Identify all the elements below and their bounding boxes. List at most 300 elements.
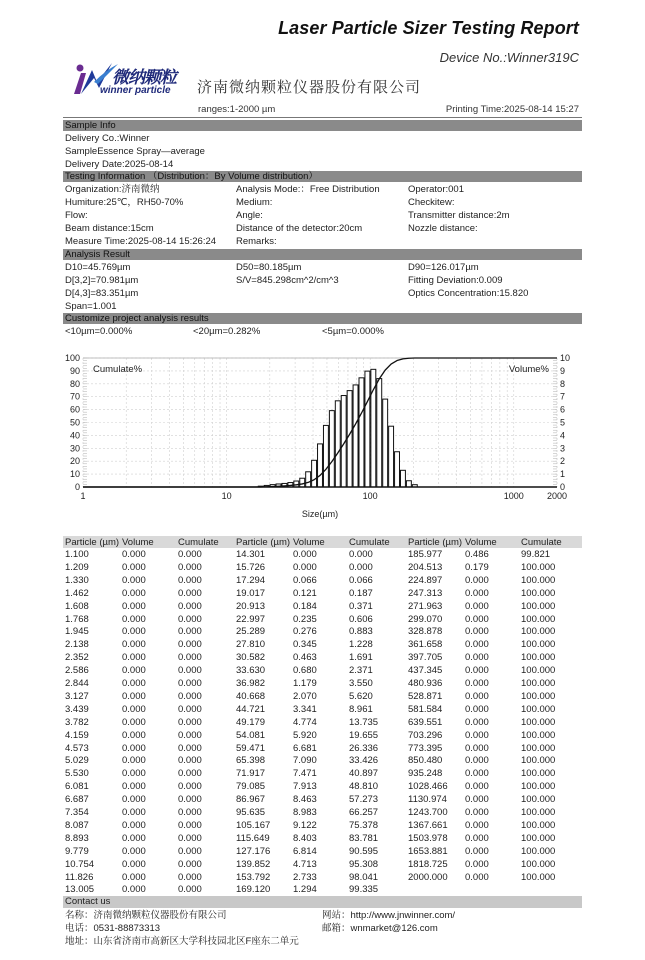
cell-volume: 1.179 [293,678,317,689]
cell-volume: 0.000 [293,561,317,573]
cell-particle: 9.779 [65,845,89,857]
cell-cumulate: 33.426 [349,755,379,767]
cell-volume: 4.713 [293,858,317,870]
report-title: Laser Particle Sizer Testing Report [278,18,579,38]
svg-text:7: 7 [560,391,566,402]
cell-volume: 0.000 [122,832,146,844]
cell-particle: 1.945 [65,626,89,638]
device-number: Device No.:Winner319C [439,50,579,65]
svg-text:1000: 1000 [503,491,524,501]
svg-text:10: 10 [560,353,571,363]
svg-text:Size(µm): Size(µm) [301,509,339,519]
header-cumulate: Cumulate [178,537,219,548]
cell-volume: 0.000 [465,716,489,728]
svg-text:90: 90 [69,365,80,376]
cell-particle: 247.313 [408,587,443,599]
cell-volume: 0.000 [122,884,146,896]
d43-value: D[4,3]=83.351µm [65,288,139,299]
cell-volume: 0.000 [122,755,146,767]
cell-volume: 0.000 [122,678,146,689]
cell-particle: 204.513 [408,561,443,573]
measure-time: Measure Time:2025-08-14 15:26:24 [65,236,217,247]
cell-cumulate: 40.897 [349,768,379,780]
cell-cumulate: 100.000 [521,768,556,780]
cell-particle: 95.635 [236,807,266,818]
cell-volume: 0.000 [122,549,146,560]
cell-cumulate: 75.378 [349,819,379,831]
cell-cumulate: 0.000 [349,549,373,560]
cell-cumulate: 100.000 [521,678,556,689]
cell-cumulate: 100.000 [521,755,556,767]
cell-particle: 224.897 [408,574,443,586]
cell-volume: 0.000 [465,871,489,883]
cell-particle: 20.913 [236,600,266,612]
contact-phone: 电话：0531-88873313 [65,923,161,934]
cell-volume: 0.000 [465,845,489,857]
cell-cumulate: 2.371 [349,665,373,677]
cell-particle: 6.081 [65,781,89,793]
span-value: Span=1.001 [65,301,117,312]
svg-text:50: 50 [69,417,80,428]
cell-cumulate: 1.691 [349,652,373,664]
svg-text:100: 100 [362,491,378,501]
cell-particle: 2.844 [65,678,89,689]
contact-email[interactable]: 邮箱：wnmarket@126.com [322,923,438,934]
cell-volume: 0.000 [122,690,146,702]
cell-particle: 169.120 [236,884,271,896]
svg-text:2: 2 [560,456,566,467]
cell-volume: 0.000 [122,626,146,638]
cell-volume: 0.000 [122,652,146,664]
cell-cumulate: 100.000 [521,561,556,573]
cell-volume: 0.066 [293,574,317,586]
cell-volume: 0.000 [122,574,146,586]
cell-particle: 581.584 [408,703,443,715]
cell-volume: 0.184 [293,600,317,612]
cell-particle: 328.878 [408,626,443,638]
measurement-range: ranges:1-2000 µm [198,104,276,115]
svg-text:4: 4 [560,430,566,441]
cell-volume: 9.122 [293,819,317,831]
cell-particle: 14.301 [236,549,266,560]
svg-text:30: 30 [69,443,80,454]
cell-volume: 0.000 [465,587,489,599]
cell-volume: 8.463 [293,794,317,806]
cell-particle: 15.726 [236,561,266,573]
cell-particle: 1.100 [65,549,89,560]
cell-particle: 1028.466 [408,781,448,793]
cell-volume: 0.000 [122,600,146,612]
cell-particle: 115.649 [236,832,270,844]
cell-particle: 2000.000 [408,871,448,883]
cell-cumulate: 0.000 [178,845,202,857]
cell-volume: 0.000 [465,832,489,844]
cell-volume: 0.276 [293,626,317,638]
contact-website[interactable]: 网站：http://www.jnwinner.com/ [322,910,456,921]
cell-volume: 0.000 [122,807,146,818]
cell-cumulate: 0.000 [178,729,202,741]
cell-cumulate: 0.000 [178,665,202,677]
cell-particle: 3.439 [65,703,89,715]
cell-volume: 0.000 [293,549,317,560]
cell-particle: 13.005 [65,884,95,896]
cell-volume: 7.913 [293,781,317,793]
cell-cumulate: 100.000 [521,794,556,806]
cell-volume: 7.090 [293,755,317,767]
cell-cumulate: 0.000 [178,613,202,625]
cell-volume: 0.000 [122,587,146,599]
cell-particle: 1243.700 [408,807,448,818]
cell-particle: 36.982 [236,678,266,689]
svg-text:8: 8 [560,378,566,389]
cell-cumulate: 0.000 [178,549,202,560]
section-analysis-result: Analysis Result [63,249,582,260]
cell-cumulate: 100.000 [521,639,556,651]
svg-text:70: 70 [69,391,80,402]
svg-text:1: 1 [560,469,566,480]
cell-particle: 639.551 [408,716,443,728]
cell-cumulate: 100.000 [521,600,556,612]
cell-volume: 5.920 [293,729,317,741]
cell-cumulate: 48.810 [349,781,379,793]
svg-text:0: 0 [74,482,80,492]
cell-particle: 185.977 [408,549,443,560]
cell-cumulate: 0.000 [178,858,202,870]
header-cumulate: Cumulate [349,537,390,548]
cell-volume: 0.000 [122,871,146,883]
svg-text:20: 20 [69,456,80,467]
nozzle-distance: Nozzle distance: [408,223,478,234]
cell-volume: 0.000 [122,858,146,870]
cell-cumulate: 0.000 [178,742,202,754]
cell-cumulate: 0.000 [178,600,202,612]
cell-volume: 0.179 [465,561,489,573]
cell-cumulate: 0.000 [178,755,202,767]
cell-particle: 44.721 [236,703,266,715]
svg-text:2000: 2000 [546,491,568,501]
svg-text:5: 5 [560,417,566,428]
section-sample-info: Sample Info [63,120,582,131]
cell-volume: 0.000 [465,794,489,806]
operator: Operator:001 [408,184,464,195]
cell-particle: 153.792 [236,871,271,883]
cell-cumulate: 99.335 [349,884,379,896]
cell-volume: 0.463 [293,652,317,664]
cell-cumulate: 13.735 [349,716,379,728]
cell-particle: 8.893 [65,832,89,844]
cell-particle: 27.810 [236,639,266,651]
cell-cumulate: 0.000 [178,690,202,702]
cell-particle: 271.963 [408,600,443,612]
cell-volume: 0.000 [465,613,489,625]
cell-cumulate: 0.371 [349,600,373,612]
cell-particle: 54.081 [236,729,266,741]
cell-cumulate: 0.000 [178,703,202,715]
cell-particle: 1.209 [65,561,89,573]
d10-value: D10=45.769µm [65,262,131,273]
angle: Angle: [236,210,263,221]
cell-volume: 0.000 [122,742,146,754]
cell-particle: 4.573 [65,742,89,754]
cell-particle: 528.871 [408,690,443,702]
custom-result-lt10: <10µm=0.000% [65,326,133,337]
cell-cumulate: 100.000 [521,729,556,741]
cell-particle: 437.345 [408,665,443,677]
transmitter-distance: Transmitter distance:2m [408,210,510,221]
header-particle: Particle (µm) [65,537,120,548]
cell-cumulate: 0.606 [349,613,373,625]
medium: Medium: [236,197,273,208]
cell-particle: 2.586 [65,665,89,677]
cell-volume: 6.681 [293,742,317,754]
cell-volume: 0.000 [465,819,489,831]
distribution-chart-svg [55,348,600,523]
cell-cumulate: 100.000 [521,626,556,638]
cell-volume: 0.000 [465,626,489,638]
fitting-deviation: Fitting Deviation:0.009 [408,275,503,286]
cell-cumulate: 0.000 [178,678,202,689]
cell-volume: 0.000 [465,652,489,664]
cell-particle: 1.462 [65,587,89,599]
cell-cumulate: 0.187 [349,587,373,599]
cell-volume: 0.680 [293,665,317,677]
cell-particle: 17.294 [236,574,266,586]
svg-text:10: 10 [221,491,232,501]
cell-cumulate: 99.821 [521,549,551,560]
cell-cumulate: 100.000 [521,587,556,599]
svg-text:Volume%: Volume% [508,364,549,375]
cell-volume: 0.000 [122,781,146,793]
cell-volume: 1.294 [293,884,317,896]
cell-particle: 480.936 [408,678,443,689]
cell-cumulate: 0.000 [349,561,373,573]
cell-cumulate: 57.273 [349,794,379,806]
checkitew: Checkitew: [408,197,455,208]
cell-particle: 1503.978 [408,832,448,844]
cell-volume: 0.000 [465,807,489,818]
d90-value: D90=126.017µm [408,262,479,273]
cell-cumulate: 0.000 [178,794,202,806]
cell-volume: 6.814 [293,845,317,857]
cell-volume: 0.000 [465,703,489,715]
cell-particle: 49.179 [236,716,266,728]
cell-volume: 0.000 [122,794,146,806]
logo-cn-text: 微纳颗粒 [112,68,176,87]
cell-cumulate: 100.000 [521,665,556,677]
cell-cumulate: 0.000 [178,871,202,883]
cell-cumulate: 98.041 [349,871,379,883]
cell-cumulate: 0.000 [178,652,202,664]
cell-particle: 3.127 [65,690,89,702]
logo-en-text: winner particle [100,85,171,96]
cell-volume: 0.000 [465,665,489,677]
cell-particle: 59.471 [236,742,266,754]
cell-particle: 3.782 [65,716,89,728]
cell-volume: 0.000 [122,639,146,651]
cell-particle: 40.668 [236,690,266,702]
cell-cumulate: 0.000 [178,639,202,651]
cell-volume: 8.983 [293,807,317,818]
svg-text:Cumulate%: Cumulate% [93,364,143,375]
svg-text:0: 0 [560,482,566,492]
beam-distance: Beam distance:15cm [65,223,154,234]
cell-particle: 773.395 [408,742,443,754]
analysis-mode: Analysis Mode:：Free Distribution [236,184,380,195]
cell-particle: 1653.881 [408,845,448,857]
cell-particle: 397.705 [408,652,443,664]
cell-particle: 850.480 [408,755,443,767]
cell-volume: 8.403 [293,832,317,844]
cell-cumulate: 0.000 [178,768,202,780]
cell-volume: 0.486 [465,549,489,560]
cell-cumulate: 83.781 [349,832,379,844]
cell-cumulate: 3.550 [349,678,373,689]
svg-text:3: 3 [560,443,566,454]
d50-value: D50=80.185µm [236,262,302,273]
svg-text:80: 80 [69,378,80,389]
cell-particle: 4.159 [65,729,89,741]
cell-particle: 6.687 [65,794,89,806]
cell-volume: 0.000 [465,742,489,754]
cell-particle: 361.658 [408,639,443,651]
header-volume: Volume [122,537,154,548]
header-particle: Particle (µm) [408,537,463,548]
cell-cumulate: 0.000 [178,716,202,728]
header-divider [63,117,582,118]
cell-cumulate: 0.000 [178,832,202,844]
cell-cumulate: 0.883 [349,626,373,638]
cell-particle: 127.176 [236,845,271,857]
cell-particle: 19.017 [236,587,266,599]
cell-cumulate: 100.000 [521,690,556,702]
cell-cumulate: 26.336 [349,742,379,754]
cell-volume: 0.000 [465,574,489,586]
header-volume: Volume [465,537,497,548]
cell-particle: 1130.974 [408,794,447,806]
cell-particle: 79.085 [236,781,266,793]
cell-volume: 0.000 [465,639,489,651]
cell-particle: 2.352 [65,652,89,664]
cell-particle: 139.852 [236,858,271,870]
cell-cumulate: 90.595 [349,845,379,857]
cell-particle: 299.070 [408,613,443,625]
cell-particle: 105.167 [236,819,271,831]
cell-volume: 0.000 [122,561,146,573]
cell-cumulate: 100.000 [521,858,556,870]
flow: Flow: [65,210,88,221]
cell-particle: 10.754 [65,858,95,870]
remarks: Remarks: [236,236,277,247]
cell-cumulate: 100.000 [521,807,556,818]
cell-particle: 1.330 [65,574,89,586]
svg-text:40: 40 [69,430,80,441]
cell-particle: 1818.725 [408,858,448,870]
section-testing-info: Testing Information （Distribution：By Volume distribution） [63,171,582,182]
cell-particle: 935.248 [408,768,443,780]
cell-volume: 0.000 [465,729,489,741]
cell-volume: 0.235 [293,613,317,625]
cell-cumulate: 66.257 [349,807,379,818]
svg-text:1: 1 [80,491,86,501]
cell-volume: 2.070 [293,690,317,702]
svg-text:6: 6 [560,404,566,415]
cell-cumulate: 95.308 [349,858,379,870]
cell-particle: 2.138 [65,639,89,651]
svg-text:100: 100 [64,353,80,363]
printing-time: Printing Time:2025-08-14 15:27 [445,104,579,115]
cell-cumulate: 0.000 [178,626,202,638]
cell-volume: 0.000 [465,600,489,612]
cell-volume: 0.000 [122,665,146,677]
cell-particle: 703.296 [408,729,443,741]
cell-cumulate: 0.000 [178,561,202,573]
cell-particle: 1.768 [65,613,89,625]
header-particle: Particle (µm) [236,537,291,548]
cell-particle: 5.530 [65,768,89,780]
cell-cumulate: 100.000 [521,652,556,664]
cell-cumulate: 0.000 [178,819,202,831]
contact-company-name: 名称：济南微纳颗粒仪器股份有限公司 [65,910,227,921]
custom-result-lt20: <20µm=0.282% [193,326,261,337]
cell-particle: 33.630 [236,665,266,677]
cell-volume: 0.121 [293,587,317,599]
cell-cumulate: 1.228 [349,639,373,651]
optics-concentration: Optics Concentration:15.820 [408,288,529,299]
cell-particle: 30.582 [236,652,266,664]
company-logo [72,60,184,98]
delivery-date: Delivery Date:2025-08-14 [65,159,174,170]
cell-volume: 0.000 [122,819,146,831]
cell-particle: 25.289 [236,626,266,638]
cell-volume: 0.345 [293,639,317,651]
cell-volume: 4.774 [293,716,317,728]
cell-particle: 8.087 [65,819,89,831]
cell-cumulate: 19.655 [349,729,379,741]
section-contact: Contact us [63,896,582,908]
delivery-company: Delivery Co.:Winner [65,133,150,144]
humiture: Humiture:25℃，RH50-70% [65,197,184,208]
cell-cumulate: 100.000 [521,742,556,754]
cell-volume: 0.000 [465,678,489,689]
cell-volume: 0.000 [122,613,146,625]
cell-cumulate: 0.066 [349,574,373,586]
svg-text:60: 60 [69,404,80,415]
cell-cumulate: 5.620 [349,690,373,702]
cell-cumulate: 0.000 [178,574,202,586]
cell-volume: 3.341 [293,703,317,715]
cell-volume: 0.000 [122,716,146,728]
cell-cumulate: 100.000 [521,819,556,831]
cell-particle: 65.398 [236,755,266,767]
cell-cumulate: 100.000 [521,832,556,844]
cell-volume: 0.000 [122,768,146,780]
particle-size-chart [55,348,600,523]
company-name: 济南微纳颗粒仪器股份有限公司 [197,79,422,96]
sample-name: SampleEssence Spray—average [65,146,205,157]
contact-address: 地址：山东省济南市高新区大学科技园北区F座东二单元 [65,936,299,947]
cell-cumulate: 0.000 [178,781,202,793]
cell-cumulate: 0.000 [178,807,202,818]
cell-volume: 0.000 [122,845,146,857]
cell-particle: 5.029 [65,755,89,767]
cell-particle: 1367.661 [408,819,448,831]
cell-particle: 11.826 [65,871,94,883]
cell-particle: 86.967 [236,794,266,806]
cell-cumulate: 0.000 [178,587,202,599]
cell-cumulate: 100.000 [521,871,556,883]
custom-result-lt5: <5µm=0.000% [322,326,384,337]
cell-particle: 22.997 [236,613,266,625]
